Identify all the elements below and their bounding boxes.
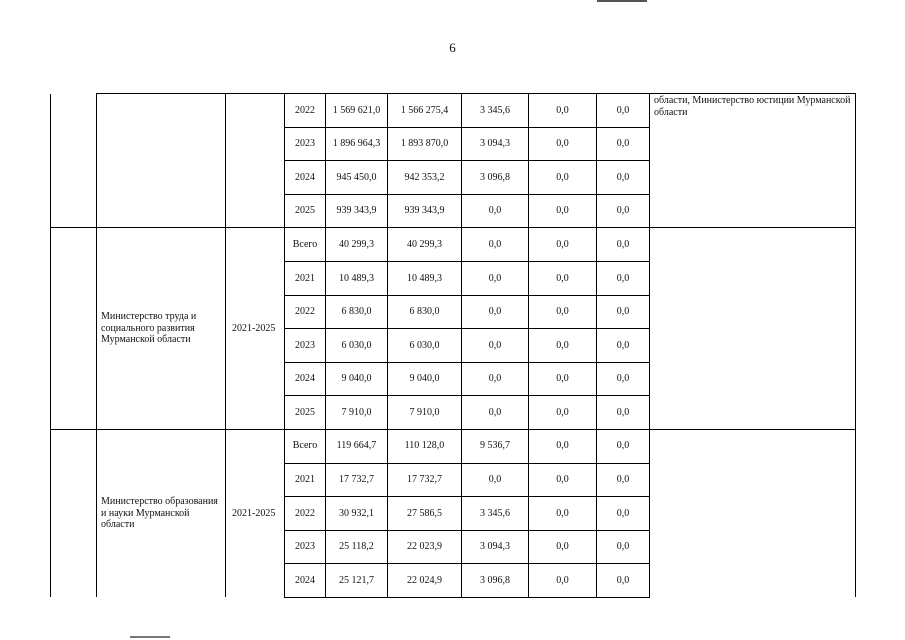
budget-table (50, 93, 856, 598)
amount-cell: 0,0 (597, 497, 650, 531)
year-cell: 2025 (285, 194, 326, 228)
year-cell: 2021 (285, 261, 326, 295)
amount-cell: 0,0 (597, 161, 650, 195)
amount-cell: 3 094,3 (462, 127, 529, 161)
amount-cell: 27 586,5 (388, 497, 462, 531)
amount-cell: 1 896 964,3 (326, 127, 388, 161)
amount-cell: 6 030,0 (326, 329, 388, 363)
amount-cell: 17 732,7 (326, 463, 388, 497)
scan-artifact-top (597, 0, 647, 2)
row-index-cell (51, 94, 97, 228)
amount-cell: 0,0 (597, 429, 650, 463)
amount-cell: 0,0 (597, 194, 650, 228)
amount-cell: 0,0 (597, 261, 650, 295)
executor-cell: области, Министерство юстиции Мурманской области (650, 94, 856, 228)
amount-cell: 1 893 870,0 (388, 127, 462, 161)
amount-cell: 7 910,0 (326, 396, 388, 430)
amount-cell: 942 353,2 (388, 161, 462, 195)
row-index-cell (51, 228, 97, 430)
amount-cell: 3 094,3 (462, 530, 529, 564)
scan-artifact-bottom (130, 636, 170, 638)
amount-cell: 22 024,9 (388, 564, 462, 598)
amount-cell: 6 830,0 (326, 295, 388, 329)
amount-cell: 0,0 (529, 161, 597, 195)
amount-cell: 3 345,6 (462, 94, 529, 128)
amount-cell: 945 450,0 (326, 161, 388, 195)
amount-cell: 6 830,0 (388, 295, 462, 329)
amount-cell: 0,0 (529, 497, 597, 531)
organization-cell (97, 94, 226, 228)
amount-cell: 0,0 (529, 228, 597, 262)
amount-cell: 0,0 (529, 396, 597, 430)
page-number: 6 (449, 40, 456, 55)
amount-cell: 0,0 (462, 329, 529, 363)
amount-cell: 0,0 (529, 194, 597, 228)
amount-cell: 0,0 (529, 127, 597, 161)
amount-cell: 0,0 (462, 362, 529, 396)
amount-cell: 0,0 (597, 463, 650, 497)
amount-cell: 0,0 (529, 261, 597, 295)
table-row (51, 429, 856, 463)
amount-cell: 22 023,9 (388, 530, 462, 564)
amount-cell: 0,0 (597, 329, 650, 363)
amount-cell: 9 040,0 (326, 362, 388, 396)
row-index-cell (51, 429, 97, 597)
amount-cell: 9 040,0 (388, 362, 462, 396)
amount-cell: 9 536,7 (462, 429, 529, 463)
table-body (51, 94, 856, 598)
amount-cell: 0,0 (597, 396, 650, 430)
amount-cell: 0,0 (462, 463, 529, 497)
amount-cell: 0,0 (462, 194, 529, 228)
amount-cell: 0,0 (462, 261, 529, 295)
amount-cell: 0,0 (529, 362, 597, 396)
year-cell: 2023 (285, 127, 326, 161)
executor-cell (650, 228, 856, 430)
year-cell: 2023 (285, 329, 326, 363)
table-row (51, 228, 856, 262)
amount-cell: 40 299,3 (388, 228, 462, 262)
amount-cell: 3 345,6 (462, 497, 529, 531)
amount-cell: 0,0 (597, 127, 650, 161)
organization-cell: Министерство труда и социального развития Мурманской области (97, 228, 226, 430)
amount-cell: 0,0 (529, 463, 597, 497)
amount-cell: 0,0 (529, 564, 597, 598)
amount-cell: 0,0 (597, 362, 650, 396)
amount-cell: 939 343,9 (326, 194, 388, 228)
amount-cell: 10 489,3 (326, 261, 388, 295)
amount-cell: 0,0 (597, 530, 650, 564)
period-cell (226, 94, 285, 228)
amount-cell: 7 910,0 (388, 396, 462, 430)
amount-cell: 17 732,7 (388, 463, 462, 497)
amount-cell: 0,0 (529, 530, 597, 564)
amount-cell: 25 121,7 (326, 564, 388, 598)
amount-cell: 0,0 (462, 228, 529, 262)
table-row (51, 94, 856, 128)
amount-cell: 0,0 (597, 295, 650, 329)
amount-cell: 119 664,7 (326, 429, 388, 463)
executor-cell (650, 429, 856, 597)
amount-cell: 0,0 (529, 329, 597, 363)
amount-cell: 0,0 (597, 94, 650, 128)
amount-cell: 939 343,9 (388, 194, 462, 228)
year-cell: 2025 (285, 396, 326, 430)
amount-cell: 1 569 621,0 (326, 94, 388, 128)
organization-cell: Министерство образования и науки Мурманской области (97, 429, 226, 597)
amount-cell: 0,0 (529, 429, 597, 463)
amount-cell: 0,0 (529, 94, 597, 128)
year-cell: 2024 (285, 564, 326, 598)
year-cell: 2022 (285, 94, 326, 128)
amount-cell: 30 932,1 (326, 497, 388, 531)
amount-cell: 1 566 275,4 (388, 94, 462, 128)
year-cell: 2023 (285, 530, 326, 564)
year-cell: 2022 (285, 295, 326, 329)
amount-cell: 3 096,8 (462, 161, 529, 195)
year-cell: 2021 (285, 463, 326, 497)
year-cell: 2022 (285, 497, 326, 531)
amount-cell: 40 299,3 (326, 228, 388, 262)
amount-cell: 0,0 (462, 295, 529, 329)
amount-cell: 0,0 (462, 396, 529, 430)
amount-cell: 6 030,0 (388, 329, 462, 363)
amount-cell: 10 489,3 (388, 261, 462, 295)
year-cell: 2024 (285, 161, 326, 195)
amount-cell: 3 096,8 (462, 564, 529, 598)
amount-cell: 0,0 (597, 564, 650, 598)
year-cell: Всего (285, 228, 326, 262)
year-cell: 2024 (285, 362, 326, 396)
amount-cell: 110 128,0 (388, 429, 462, 463)
period-cell: 2021-2025 (226, 429, 285, 597)
year-cell: Всего (285, 429, 326, 463)
amount-cell: 0,0 (529, 295, 597, 329)
amount-cell: 25 118,2 (326, 530, 388, 564)
amount-cell: 0,0 (597, 228, 650, 262)
period-cell: 2021-2025 (226, 228, 285, 430)
